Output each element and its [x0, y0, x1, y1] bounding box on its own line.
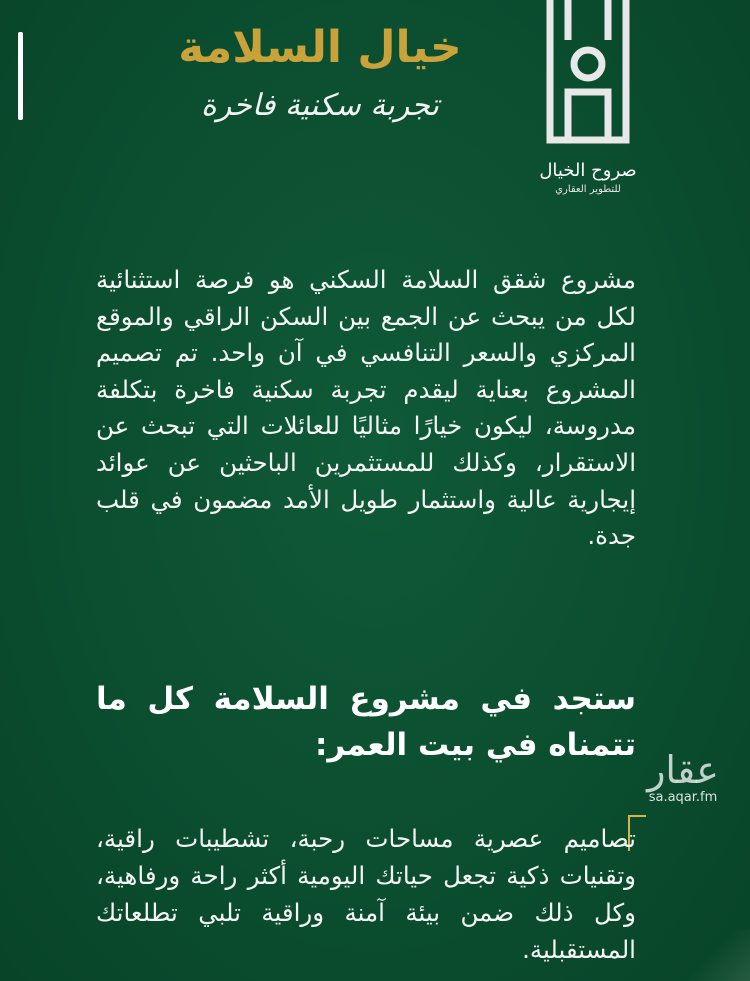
- logo-company-subtitle: للتطوير العقاري: [555, 184, 621, 195]
- logo-mark-icon: [538, 0, 638, 150]
- aqar-watermark: [628, 748, 738, 808]
- page-title: خيال السلامة: [178, 22, 462, 73]
- intro-paragraph: مشروع شقق السلامة السكني هو فرصة استثنائية لكل من يبحث عن الجمع بين السكن الراقي والموقع المركزي والسعر التنافسي في آن واحد. تم تصميم المشروع بعناية ليقدم تجربة سكنية فاخرة بتكلفة مدروسة، ليكون خيارًا مثاليًا للعائلات التي تبحث عن الاستقرار، وكذلك للمستثمرين الباحثين عن عوائد إيجارية عالية واستثمار طويل الأمد مضمون في قلب جدة.: [96, 265, 636, 551]
- page-tagline: تجربة سكنية فاخرة: [201, 88, 439, 123]
- watermark-brand: عقار: [647, 748, 719, 792]
- company-logo: [528, 0, 648, 205]
- left-accent-bar: [18, 32, 23, 120]
- section-heading: ستجد في مشروع السلامة كل ما تتمناه في بيت العمر:: [96, 681, 636, 763]
- features-paragraph: تصاميم عصرية مساحات رحبة، تشطيبات راقية، وتقنيات ذكية تجعل حياتك اليومية أكثر راحة ورفاهية، وكل ذلك ضمن بيئة آمنة وراقية تلبي تطلعاتك المستقبلية.: [96, 824, 636, 964]
- corner-decoration: [690, 930, 750, 981]
- watermark-url: sa.aqar.fm: [648, 790, 718, 805]
- logo-company-name: صروح الخيال: [539, 160, 637, 181]
